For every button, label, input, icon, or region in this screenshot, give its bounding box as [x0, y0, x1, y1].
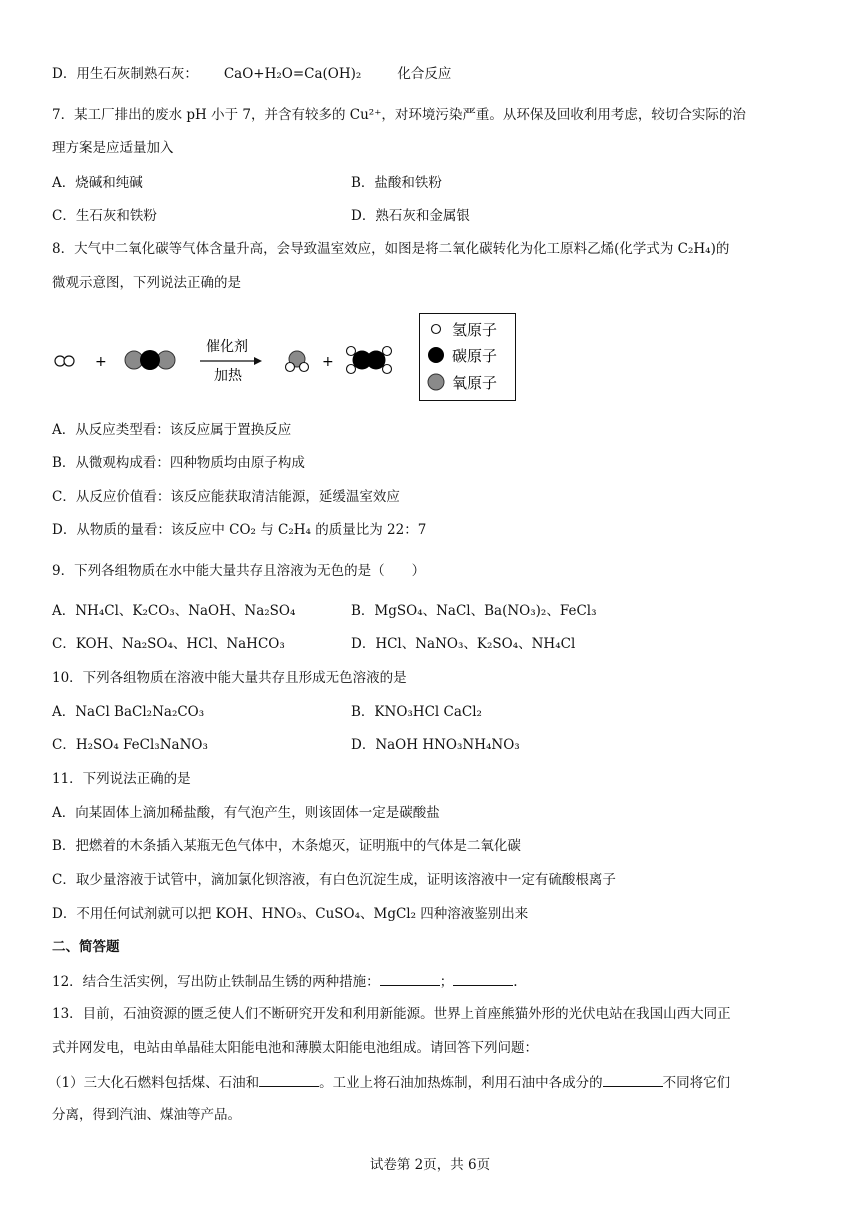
q8-stem-line2: 微观示意图，下列说法正确的是	[52, 275, 241, 291]
catalyst-label: 催化剂	[206, 339, 248, 355]
plus-sign-1: +	[95, 354, 107, 370]
atom-legend	[419, 313, 516, 401]
q10-option-d: D．NaOH HNO₃NH₄NO₃	[351, 737, 520, 753]
q9-option-d: D．HCl、NaNO₃、K₂SO₄、NH₄Cl	[351, 636, 576, 652]
q8-option-d: D．从物质的量看：该反应中 CO₂ 与 C₂H₄ 的质量比为 22：7	[52, 522, 427, 538]
q12-blank-1[interactable]	[380, 971, 440, 986]
q13-stem-line2: 式并网发电，电站由单晶硅太阳能电池和薄膜太阳能电池组成。请回答下列问题：	[52, 1040, 538, 1056]
q10-option-b: B．KNO₃HCl CaCl₂	[351, 704, 482, 720]
page-footer: 试卷第 2页，共 6页	[369, 1157, 491, 1173]
q11-option-b: B．把燃着的木条插入某瓶无色气体中，木条熄灭，证明瓶中的气体是二氧化碳	[52, 838, 521, 854]
q9-option-a: A．NH₄Cl、K₂CO₃、NaOH、Na₂SO₄	[52, 603, 296, 619]
hydrogen-molecule	[55, 356, 74, 366]
q11-option-a: A．向某固体上滴加稀盐酸，有气泡产生，则该固体一定是碳酸盐	[52, 805, 440, 821]
q6-equation: CaO+H₂O=Ca(OH)₂	[223, 66, 362, 82]
q7-stem-line1: 7．某工厂排出的废水 pH 小于 7，并含有较多的 Cu²⁺，对环境污染严重。从环保及回收利用考虑，较切合实际的治	[52, 107, 746, 123]
hydrogen-legend-icon	[432, 325, 441, 334]
q8-option-c: C．从反应价值看：该反应能获取清洁能源，延缓温室效应	[52, 489, 400, 505]
q9-stem: 9．下列各组物质在水中能大量共存且溶液为无色的是（ ）	[52, 563, 426, 579]
q7-stem-line2: 理方案是应适量加入	[52, 140, 174, 156]
q12-stem: 12．结合生活实例，写出防止铁制品生锈的两种措施： ； .	[52, 971, 517, 992]
q9-option-b: B．MgSO₄、NaCl、Ba(NO₃)₂、FeCl₃	[351, 603, 597, 619]
carbon-legend-icon	[428, 347, 444, 363]
q10-option-a: A．NaCl BaCl₂Na₂CO₃	[52, 704, 205, 720]
q8-stem-line1: 8．大气中二氧化碳等气体含量升高，会导致温室效应，如图是将二氧化碳转化为化工原料乙烯(化学式为 C₂H₄)的	[52, 241, 730, 257]
q12-blank-2[interactable]	[453, 971, 513, 986]
ethylene-molecule	[347, 347, 392, 374]
q10-stem: 10．下列各组物质在溶液中能大量共存且形成无色溶液的是	[52, 670, 407, 686]
q13-blank-1[interactable]	[259, 1072, 319, 1087]
legend-oxygen: 氧原子	[452, 374, 498, 392]
q11-stem: 11．下列说法正确的是	[52, 771, 191, 787]
q7-option-d: D．熟石灰和金属银	[351, 208, 470, 224]
section-heading: 二、简答题	[52, 939, 120, 955]
legend-hydrogen: 氢原子	[452, 321, 498, 339]
q7-option-a: A．烧碱和纯碱	[52, 175, 143, 191]
q9-option-c: C．KOH、Na₂SO₄、HCl、NaHCO₃	[52, 636, 285, 652]
legend-keys	[420, 314, 515, 400]
q7-option-c: C．生石灰和铁粉	[52, 208, 157, 224]
q13-blank-2[interactable]	[603, 1072, 663, 1087]
q11-option-d: D．不用任何试剂就可以把 KOH、HNO₃、CuSO₄、MgCl₂ 四种溶液鉴别出来	[52, 906, 529, 922]
co2-molecule	[125, 350, 175, 370]
q13-stem-line1: 13．目前，石油资源的匮乏使人们不断研究开发和利用新能源。世界上首座熊猫外形的光伏电站在我国山西大同正	[52, 1006, 731, 1022]
q6-option-d: D．用生石灰制熟石灰： CaO+H₂O=Ca(OH)₂ 化合反应	[52, 66, 452, 82]
heat-label: 加热	[214, 368, 242, 384]
q13-part1-cont: 分离，得到汽油、煤油等产品。	[52, 1107, 241, 1123]
oxygen-legend-icon	[428, 374, 444, 390]
plus-sign-2: +	[322, 354, 334, 370]
q13-part1: （1）三大化石燃料包括煤、石油和 。工业上将石油加热炼制，利用石油中各成分的 不同将它们	[48, 1072, 730, 1093]
q8-option-b: B．从微观构成看：四种物质均由原子构成	[52, 455, 305, 471]
q11-option-c: C．取少量溶液于试管中，滴加氯化钡溶液，有白色沉淀生成，证明该溶液中一定有硫酸根离子	[52, 872, 616, 888]
q10-option-c: C．H₂SO₄ FeCl₃NaNO₃	[52, 737, 208, 753]
q8-option-a: A．从反应类型看：该反应属于置换反应	[52, 422, 292, 438]
legend-carbon: 碳原子	[452, 347, 498, 365]
q7-option-b: B．盐酸和铁粉	[351, 175, 442, 191]
water-molecule	[286, 351, 309, 372]
